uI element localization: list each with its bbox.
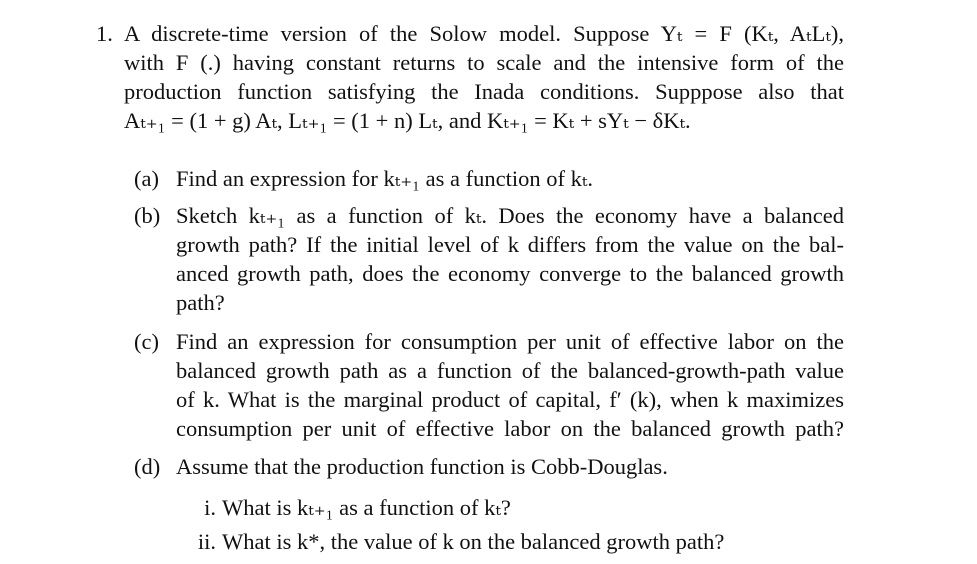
question-text (124, 19, 844, 135)
subpart-label-ii: ii. (197, 529, 216, 554)
question-line-1: A discrete-time version of the Solow model. Suppose Yₜ = F (Kₜ, AₜLₜ), (124, 21, 844, 46)
subpart-ii (184, 527, 724, 556)
part-c-line-1: Find an expression for consumption per unit of effective labor on the (176, 329, 844, 354)
part-label-d: (d) (134, 454, 161, 479)
part-label-a: (a) (134, 166, 159, 191)
subpart-ii-text: What is k*, the value of k on the balanced growth path? (222, 529, 725, 554)
part-label-c: (c) (134, 329, 159, 354)
question-number: 1. (96, 21, 113, 46)
part-d-line-1: Assume that the production function is Cobb-Douglas. (176, 454, 668, 479)
part-b-line-2: growth path? If the initial level of k differs from the value on the bal- (176, 232, 844, 257)
part-c-line-3: of k. What is the marginal product of capital, f′ (k), when k maximizes (176, 387, 844, 412)
part-b-line-3: anced growth path, does the economy converge to the balanced growth (176, 261, 844, 286)
subpart-i-text: What is kₜ₊₁ as a function of kₜ? (222, 495, 511, 520)
part-a-line-1: Find an expression for kₜ₊₁ as a function of kₜ. (176, 166, 593, 191)
part-b-line-4: path? (176, 290, 225, 315)
part-c-line-2: balanced growth path as a function of the balanced-growth-path value (176, 358, 844, 383)
question-line-4: Aₜ₊₁ = (1 + g) Aₜ, Lₜ₊₁ = (1 + n) Lₜ, and Kₜ₊₁ = Kₜ + sYₜ − δKₜ. (124, 108, 691, 133)
part-b-line-1: Sketch kₜ₊₁ as a function of kₜ. Does the economy have a balanced (176, 203, 844, 228)
part-c-line-4: consumption per unit of effective labor on the balanced growth path? (176, 416, 844, 441)
part-label-b: (b) (134, 203, 161, 228)
question-line-2: with F (.) having constant returns to scale and the intensive form of the (124, 50, 844, 75)
question-line-3: production function satisfying the Inada conditions. Supppose also that (124, 79, 844, 104)
subpart-label-i: i. (204, 495, 216, 520)
subpart-i (190, 493, 511, 522)
